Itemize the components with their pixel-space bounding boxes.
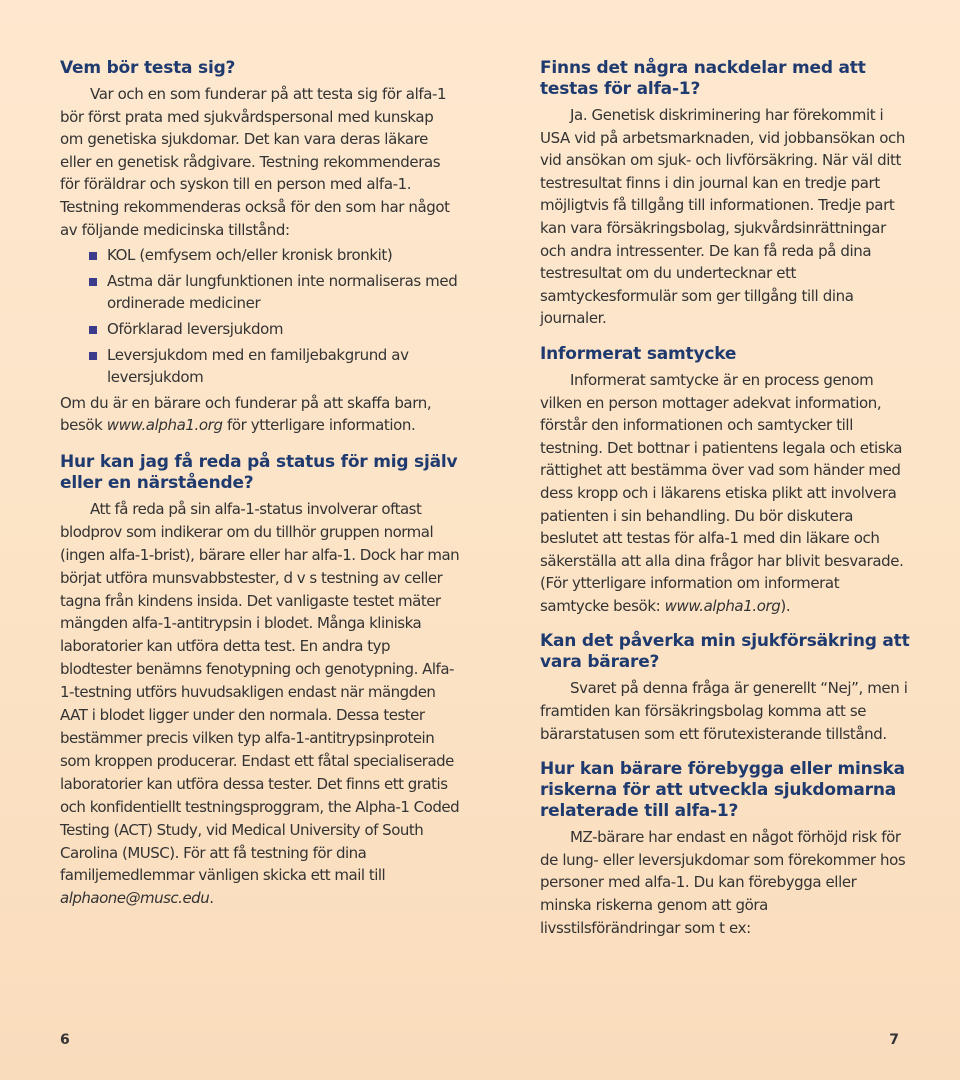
page-number-left: 6 [60,1032,70,1048]
consent-text-end: ). [780,596,791,615]
alpha1-link[interactable]: www.alpha1.org [106,416,223,435]
list-item-text: KOL (emfysem och/eller kronisk bronkit) [107,246,393,265]
list-item [60,270,460,315]
status-text-end: . [209,889,214,908]
list-item-text: Leversjukdom med en familjebakgrund av leversjukdom [107,345,409,387]
bullet-square-icon [89,352,97,360]
right-column [540,58,910,939]
paragraph-informed-consent [540,369,910,618]
list-item [60,344,460,389]
heading-who-should-test: Vem bör testa sig? [60,58,236,78]
list-item [60,318,460,341]
page-number-right: 7 [889,1032,899,1048]
heading-prevention: Hur kan bärare förebygga eller minska riskerna för att utveckla sjukdomarna relaterade till alfa-1? [540,759,905,822]
bullet-square-icon [89,252,97,260]
status-text: Att få reda på sin alfa-1-status involverar oftast blodprov som indikerar om du tillhör gruppen normal (ingen alfa-1-brist), bärare eller har alfa-1. Dock har man börjat utföra munsvabbstester, d v s testning av celler tagna från kindens insida. Det vanligaste testet mäter mängden alfa-1-antitrypsin i blodet. Många kliniska laboratorier kan utföra detta test. En andra typ blodtester benämns fenotypning och genotypning. Alfa-1-testning utförs huvudsakligen endast när mängden AAT i blodet ligger under den normala. Dessa tester bestämmer precis vilken typ alfa-1-antitrypsinprotein som kroppen producerar. Endast ett fåtal specialiserade laboratorier kan utföra dessa tester. Det finns ett gratis och konfidentiellt testningsproggram, the Alpha-1 Coded Testing (ACT) Study, vid Medical University of South Carolina (MUSC). För att få testning för dina familjemedlemmar vänligen skicka ett mail till [60,499,460,885]
bullet-square-icon [89,278,97,286]
paragraph-insurance: Svaret på denna fråga är generellt “Nej”, men i framtiden kan försäkringsbolag komma att se bärarstatusen som ett förutexisterande tillstånd. [540,679,908,743]
list-item [60,244,460,267]
consent-text: Informerat samtycke är en process genom vilken en person mottager adekvat information, förstår den informationen och samtycker till testning. Det bottnar i patientens legala och etiska rättighet att bestämma över vad som händer med dess kropp och i läkarens etiska plikt att involvera patienten i sin behandling. Du bör diskutera beslutet att testas för alfa-1 med din läkare och säkerställa att alla dina frågor har blivit besvarade. (För ytterligare information om informerat samtycke besök: [540,370,904,615]
carrier-info-text-end: för ytterligare information. [222,416,416,435]
heading-drawbacks: Finns det några nackdelar med att testas för alfa-1? [540,58,866,99]
list-item-text: Oförklarad leversjukdom [107,319,284,338]
paragraph-drawbacks: Ja. Genetisk diskriminering har förekommit i USA vid på arbetsmarknaden, vid jobbansökan och vid ansökan om sjuk- och livförsäkring. När väl ditt testresultat finns i din journal kan en tredje part möjligtvis få tillgång till informationen. Tredje part kan vara försäkringsbolag, sjukvårdsinrättningar och andra intressenter. De kan få reda på dina testresultat om du undertecknar ett samtyckesformulär som ger tillgång till dina journaler. [540,106,906,328]
left-column [60,58,460,910]
heading-informed-consent: Informerat samtycke [540,343,737,364]
list-item-text: Astma där lungfunktionen inte normaliseras med ordinerade mediciner [107,271,458,313]
paragraph-carrier-info [60,392,460,437]
alpha1-link[interactable]: www.alpha1.org [664,596,781,615]
paragraph-prevention: MZ-bärare har endast en något förhöjd risk för de lung- eller leversjukdomar som förekommer hos personer med alfa-1. Du kan förebygga eller minska riskerna genom att göra livsstilsförändringar som t ex: [540,828,906,937]
heading-insurance: Kan det påverka min sjukförsäkring att vara bärare? [540,631,910,673]
bullet-square-icon [89,326,97,334]
heading-status: Hur kan jag få reda på status för mig själv eller en närstående? [60,451,458,493]
paragraph-status [60,498,460,910]
carrier-info-text: Om du är en bärare och funderar på att skaffa barn, besök [60,393,432,435]
conditions-list [60,244,460,389]
paragraph-who-should-test: Var och en som funderar på att testa sig för alfa-1 bör först prata med sjukvårdspersonal med kunskap om genetiska sjukdomar. Det kan vara deras läkare eller en genetisk rådgivare. Testning rekommenderas för föräldrar och syskon till en person med alfa-1. Testning rekommenderas också för den som har något av följande medicinska tillstånd: [60,85,450,239]
email-link[interactable]: alphaone@musc.edu [60,889,210,908]
